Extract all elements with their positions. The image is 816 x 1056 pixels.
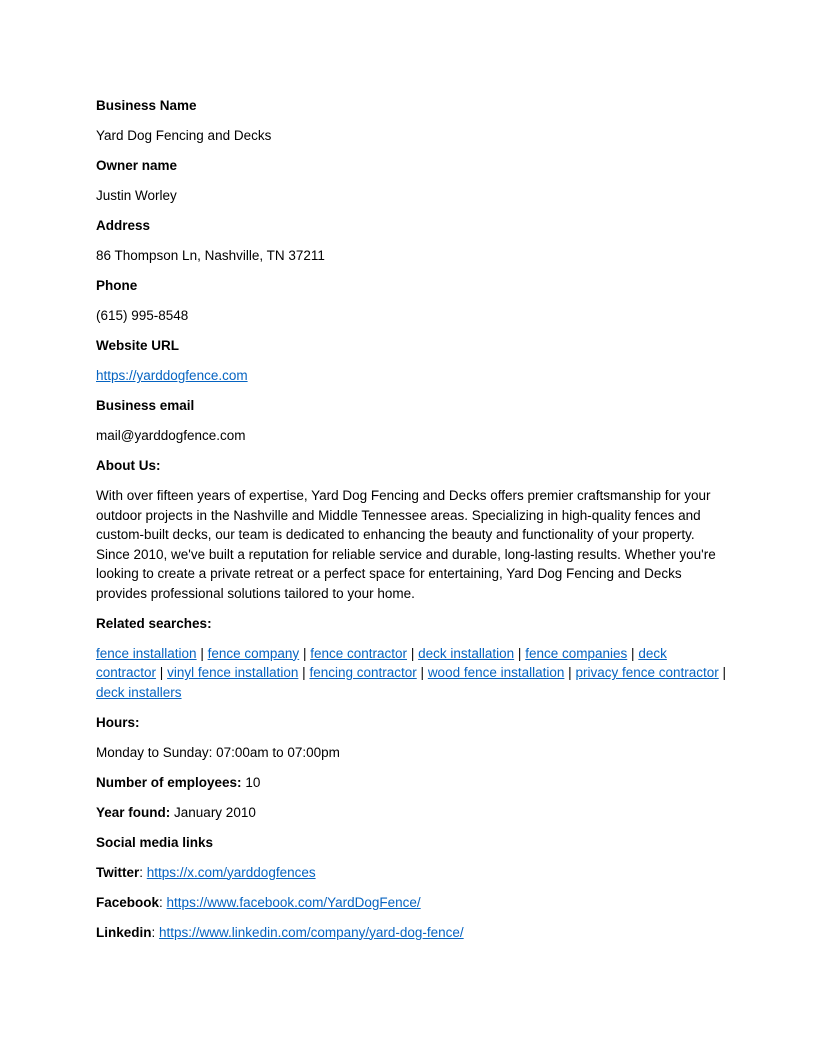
twitter-link[interactable]: https://x.com/yarddogfences	[146, 864, 316, 880]
address-value: 86 Thompson Ln, Nashville, TN 37211	[96, 248, 325, 263]
related-search-link[interactable]: deck contractor	[96, 645, 667, 680]
related-search-separator: |	[302, 665, 306, 680]
year-found-line	[96, 803, 728, 823]
twitter-label: Twitter	[96, 864, 140, 880]
related-search-separator: |	[200, 645, 204, 661]
employees-value: 10	[245, 774, 261, 790]
related-search-link[interactable]: fence contractor	[310, 645, 408, 661]
about-label: About Us:	[96, 458, 161, 473]
related-searches-list	[96, 644, 728, 703]
related-search-link[interactable]: vinyl fence installation	[167, 665, 299, 680]
employees-label: Number of employees:	[96, 774, 242, 790]
related-search-separator: |	[420, 665, 425, 680]
related-searches-label: Related searches:	[96, 615, 212, 631]
related-search-link[interactable]: deck installation	[418, 645, 515, 661]
facebook-line: Facebook: https://www.facebook.com/YardDogFence/	[96, 894, 421, 910]
related-search-link[interactable]: fence company	[207, 645, 300, 661]
year-found-label: Year found:	[96, 804, 171, 820]
related-search-link[interactable]: wood fence installation	[427, 665, 565, 680]
website-link[interactable]: https://yarddogfence.com	[96, 368, 248, 383]
facebook-link[interactable]: https://www.facebook.com/YardDogFence/	[166, 894, 421, 910]
related-search-separator: |	[159, 665, 164, 680]
about-text: With over fifteen years of expertise, Yard Dog Fencing and Decks offers premier craftsmanship for your outdoor projects in the Nashville and Middle Tennessee areas. Specializing in high-quality fences and custom-built decks, our team is dedicated to enhancing the beauty and functionality of your property. Since 2010, we've built a reputation for reliable service and durable, long-lasting results. Whether you're looking to create a private retreat or a perfect space for entertaining, Yard Dog Fencing and Decks provides professional solutions tailored to your home.	[96, 488, 716, 601]
business-name-value: Yard Dog Fencing and Decks	[96, 128, 272, 143]
hours-value: Monday to Sunday: 07:00am to 07:00pm	[96, 744, 340, 760]
social-media-label: Social media links	[96, 834, 214, 850]
email-value: mail@yarddogfence.com	[96, 428, 246, 443]
website-label: Website URL	[96, 338, 180, 353]
related-search-link[interactable]: deck installers	[96, 684, 182, 700]
related-search-link[interactable]: fencing contractor	[309, 665, 417, 680]
related-search-separator: |	[517, 645, 522, 661]
address-label: Address	[96, 218, 151, 233]
document-page	[96, 96, 728, 953]
linkedin-line: Linkedin: https://www.linkedin.com/company/yard-dog-fence/	[96, 924, 464, 940]
owner-name-value: Justin Worley	[96, 188, 177, 203]
phone-value: (615) 995-8548	[96, 308, 189, 323]
twitter-line: Twitter: https://x.com/yarddogfences	[96, 864, 316, 880]
related-search-separator: |	[722, 665, 727, 680]
related-search-link[interactable]: privacy fence contractor	[575, 665, 719, 680]
owner-name-label: Owner name	[96, 158, 178, 173]
phone-label: Phone	[96, 278, 138, 293]
related-search-link[interactable]: fence companies	[525, 645, 628, 661]
business-name-label: Business Name	[96, 98, 197, 113]
email-label: Business email	[96, 398, 195, 413]
employees-line	[96, 773, 728, 793]
related-search-separator: |	[302, 645, 307, 661]
facebook-label: Facebook	[96, 894, 160, 910]
year-found-value: January 2010	[174, 804, 256, 820]
hours-label: Hours:	[96, 714, 140, 730]
linkedin-label: Linkedin	[96, 924, 152, 940]
linkedin-link[interactable]: https://www.linkedin.com/company/yard-dog-fence/	[159, 924, 464, 940]
related-search-separator: |	[410, 645, 415, 661]
related-search-separator: |	[631, 645, 635, 661]
website-paragraph	[96, 366, 728, 386]
related-search-link[interactable]: fence installation	[96, 645, 197, 661]
related-search-separator: |	[568, 665, 572, 680]
